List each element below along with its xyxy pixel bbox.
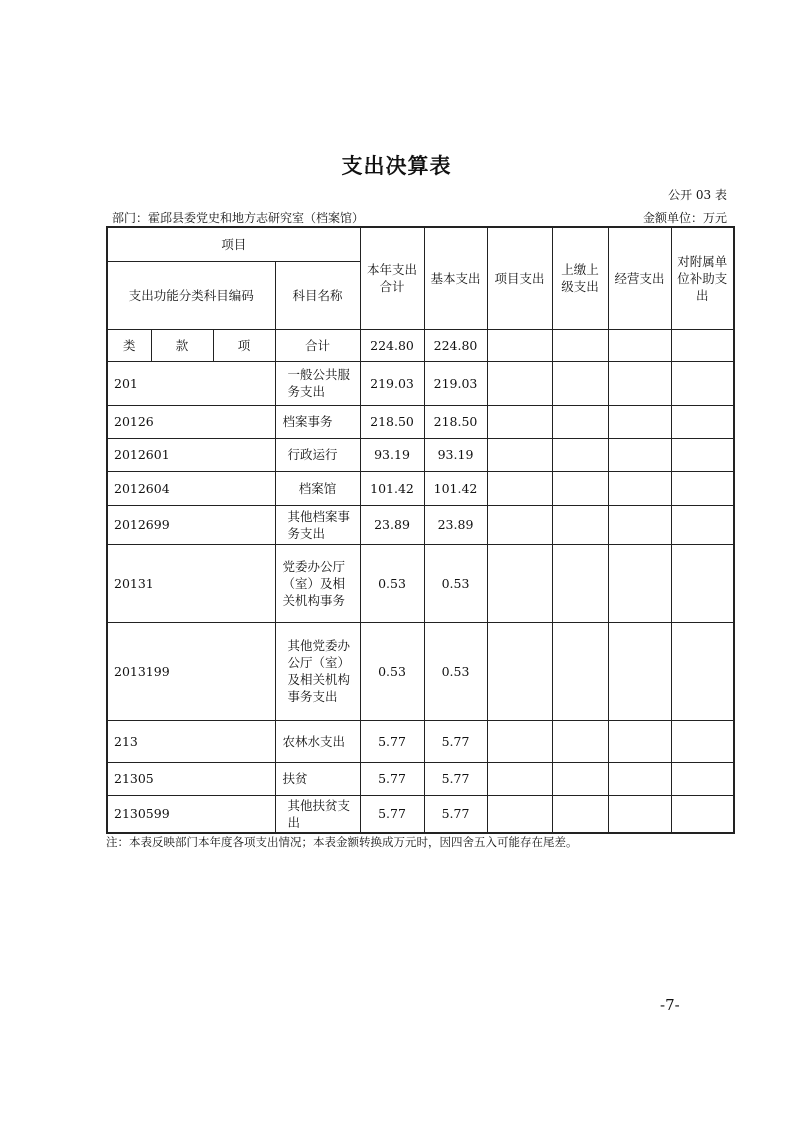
row-total: 5.77 [360,795,424,833]
total-row-name: 合计 [275,329,360,361]
row-project [487,720,552,762]
form-number: 公开 03 表 [668,188,727,202]
row-upper [552,405,608,438]
row-total: 23.89 [360,505,424,544]
table-row [107,544,734,622]
row-total: 101.42 [360,471,424,505]
row-total: 218.50 [360,405,424,438]
row-total: 5.77 [360,762,424,795]
row-basic: 23.89 [424,505,487,544]
table-note: 注：本表反映部门本年度各项支出情况；本表金额转换成万元时，因四舍五入可能存在尾差。 [106,835,578,849]
row-subsidiary [671,471,734,505]
row-project [487,795,552,833]
row-operating [608,505,671,544]
row-upper [552,544,608,622]
row-subsidiary [671,361,734,405]
row-project [487,762,552,795]
header-code: 支出功能分类科目编码 [107,261,275,329]
row-upper [552,720,608,762]
row-code: 2012604 [107,471,275,505]
header-upper-remittance: 上缴上级支出 [552,227,608,329]
row-basic: 5.77 [424,720,487,762]
total-row-subsidiary [671,329,734,361]
row-operating [608,361,671,405]
row-operating [608,471,671,505]
header-project-expenditure: 项目支出 [487,227,552,329]
amount-unit-label: 金额单位：万元 [642,211,727,225]
row-upper [552,361,608,405]
row-subsidiary [671,505,734,544]
row-total: 93.19 [360,438,424,471]
row-name: 其他扶贫支出 [275,795,360,833]
row-name: 农林水支出 [275,720,360,762]
table-row [107,795,734,833]
row-name: 其他档案事务支出 [275,505,360,544]
row-code: 201 [107,361,275,405]
row-subsidiary [671,405,734,438]
row-subsidiary [671,762,734,795]
row-upper [552,471,608,505]
total-row-operating [608,329,671,361]
table-row [107,438,734,471]
row-project [487,361,552,405]
header-xiang: 项 [213,329,275,361]
row-operating [608,438,671,471]
row-project [487,622,552,720]
row-total: 219.03 [360,361,424,405]
row-name: 其他党委办公厅（室）及相关机构事务支出 [275,622,360,720]
row-project [487,438,552,471]
total-row-total: 224.80 [360,329,424,361]
row-code: 213 [107,720,275,762]
total-row-upper [552,329,608,361]
row-code: 21305 [107,762,275,795]
row-operating [608,405,671,438]
header-basic: 基本支出 [424,227,487,329]
expenditure-table [106,226,735,834]
header-operating: 经营支出 [608,227,671,329]
row-project [487,505,552,544]
row-basic: 93.19 [424,438,487,471]
row-total: 0.53 [360,544,424,622]
row-name: 扶贫 [275,762,360,795]
row-code: 2130599 [107,795,275,833]
header-subsidiary: 对附属单位补助支出 [671,227,734,329]
row-total: 5.77 [360,720,424,762]
row-name: 党委办公厅（室）及相关机构事务 [275,544,360,622]
header-name: 科目名称 [275,261,360,329]
table-row [107,762,734,795]
row-subsidiary [671,622,734,720]
row-name: 一般公共服务支出 [275,361,360,405]
table-row [107,471,734,505]
row-project [487,405,552,438]
row-subsidiary [671,544,734,622]
row-code: 2012601 [107,438,275,471]
table-row [107,405,734,438]
row-subsidiary [671,438,734,471]
row-name: 行政运行 [275,438,360,471]
row-upper [552,438,608,471]
row-project [487,544,552,622]
row-subsidiary [671,720,734,762]
row-operating [608,622,671,720]
row-name: 档案馆 [275,471,360,505]
row-subsidiary [671,795,734,833]
total-row-basic: 224.80 [424,329,487,361]
row-code: 2013199 [107,622,275,720]
row-operating [608,795,671,833]
row-basic: 5.77 [424,762,487,795]
row-code: 20131 [107,544,275,622]
row-total: 0.53 [360,622,424,720]
row-upper [552,762,608,795]
row-code: 20126 [107,405,275,438]
total-row-project [487,329,552,361]
row-basic: 219.03 [424,361,487,405]
header-kuan: 款 [151,329,213,361]
row-project [487,471,552,505]
row-upper [552,795,608,833]
row-upper [552,622,608,720]
row-upper [552,505,608,544]
row-basic: 0.53 [424,544,487,622]
table-row [107,505,734,544]
header-lei: 类 [107,329,151,361]
table-row [107,622,734,720]
row-code: 2012699 [107,505,275,544]
row-operating [608,762,671,795]
table-row [107,720,734,762]
page-title: 支出决算表 [341,154,452,178]
row-name: 档案事务 [275,405,360,438]
row-operating [608,544,671,622]
department-label: 部门：霍邱县委党史和地方志研究室（档案馆） [112,211,365,225]
table-row [107,361,734,405]
row-basic: 0.53 [424,622,487,720]
header-total: 本年支出合计 [360,227,424,329]
row-basic: 218.50 [424,405,487,438]
row-basic: 101.42 [424,471,487,505]
row-basic: 5.77 [424,795,487,833]
header-project: 项目 [107,227,360,261]
row-operating [608,720,671,762]
page-number: -7- [660,996,680,1014]
